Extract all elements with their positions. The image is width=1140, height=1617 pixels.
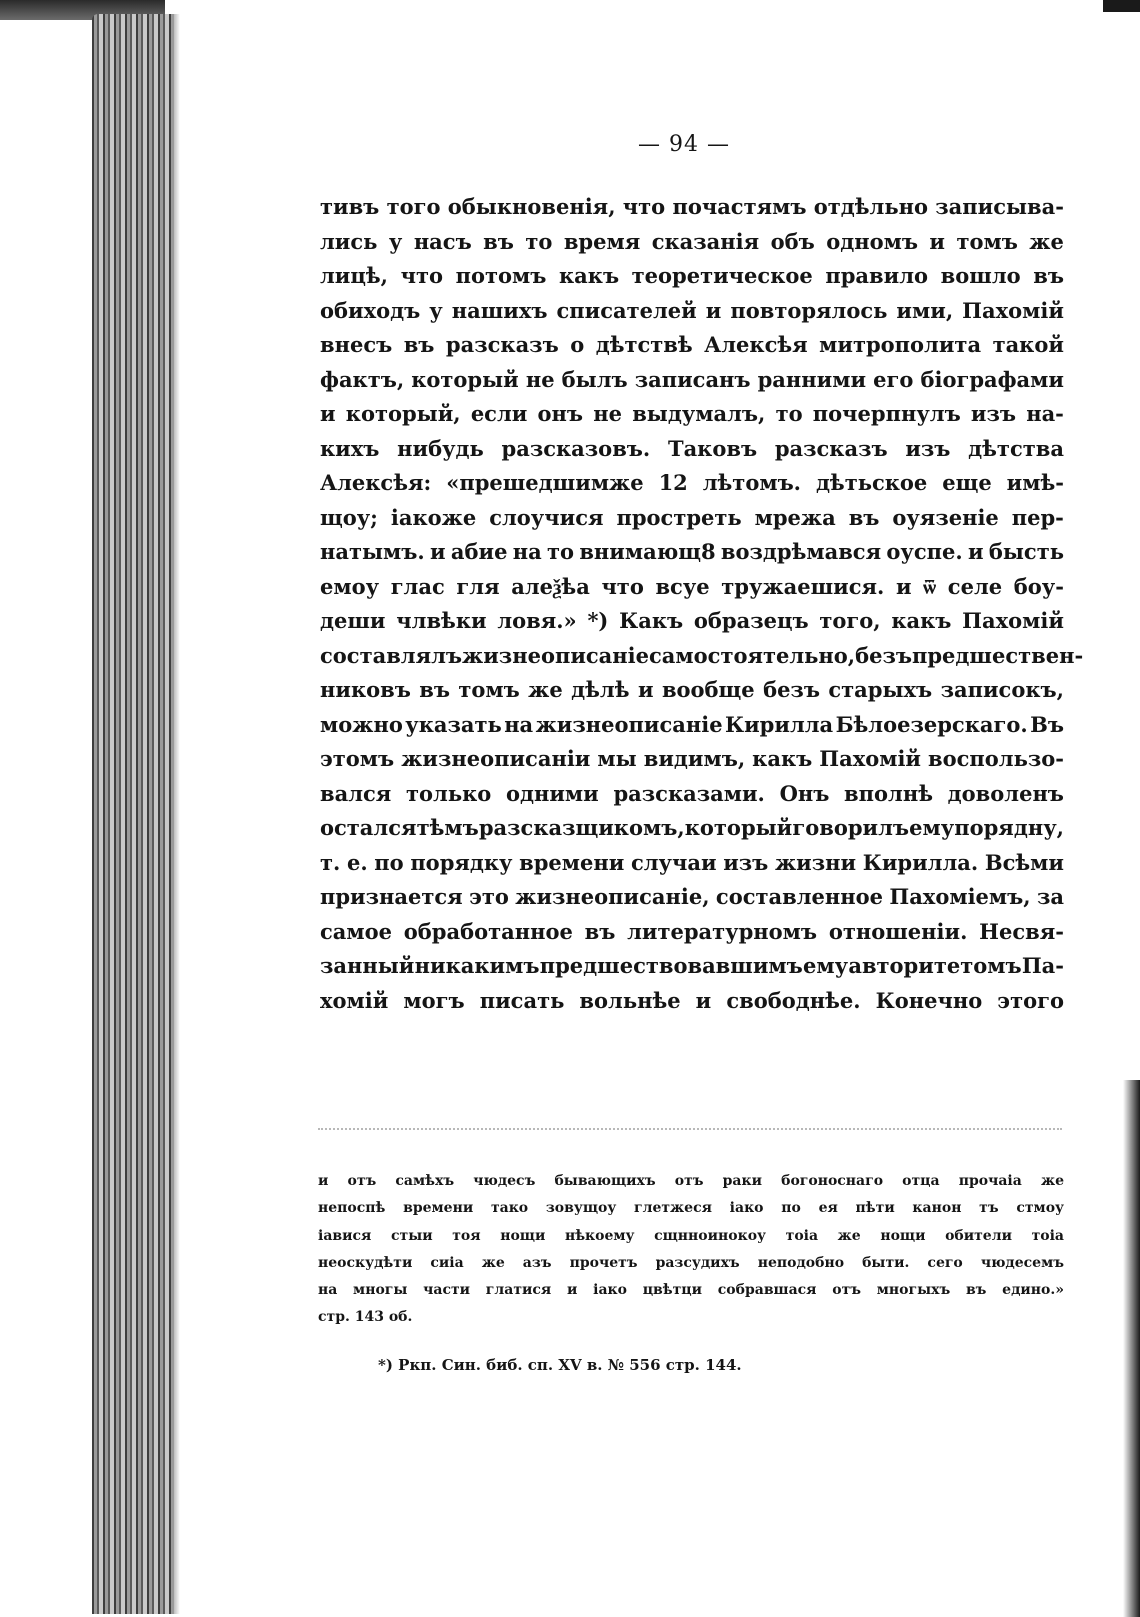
page-number: — 94 — [638,132,730,157]
footnote-line: на многы части глатися и іако цвѣтци собравшася отъ многыхъ въ едино.» [318,1282,1064,1299]
text-line: этомъ жизнеописаніи мы видимъ, какъ Пахомій воспользо- [320,746,1064,771]
text-line: занный никакимъ предшествовавшимъ ему авторитетомъ Па- [320,953,1064,978]
text-line: натымъ. и абие на то внимающ8 воздрѣмався оуспе. и бысть [320,539,1064,564]
text-line: составлялъ жизнеописаніе самостоятельно, безъ предшествен- [320,642,1084,668]
text-line: хомій могъ писать вольнѣе и свободнѣе. Конечно этого [320,987,1064,1013]
text-line: емоу глас гля алеѯѣа что всуе тружаешися. и ѿ селе боу- [320,573,1064,599]
text-line: щоу; іакоже слоучися простреть мрежа въ оуязеніе пер- [320,504,1064,530]
footnote-line: стр. 143 об. [318,1309,413,1326]
text-line: внесъ въ разсказъ о дѣтствѣ Алексѣя митрополита такой [320,332,1064,357]
footnote-reference: *) Ркп. Син. биб. сп. XV в. № 556 стр. 144. [378,1356,742,1374]
main-text-body [320,190,1084,1018]
text-line: вался только одними разсказами. Онъ вполнѣ доволенъ [320,780,1064,806]
scan-corner-mark [1103,0,1140,12]
text-line: Алексѣя: «прешедшимже 12 лѣтомъ. дѣтьское еще имѣ- [320,470,1064,495]
separator-rule [318,1128,1062,1138]
text-line: тивъ того обыкновенія, что почастямъ отдѣльно записыва- [320,194,1064,219]
footnote-line: неоскудѣти сиіа же азъ прочетъ разсудихъ неподобно быти. сего чюдесемъ [318,1254,1064,1271]
footnote-line: непоспѣ времени тако зовущоу глетжеся іако по ея пѣти канон тъ стмоу [318,1200,1064,1217]
text-line: т. е. по порядку времени случаи изъ жизни Кирилла. Всѣми [320,849,1064,875]
footnote-line: и отъ самѣхъ чюдесъ бывающихъ отъ раки богоноснаго отца прочаіа же [318,1173,1064,1189]
text-line: лицѣ, что потомъ какъ теоретическое правило вошло въ [320,263,1064,288]
text-line: и который, если онъ не выдумалъ, то почерпнулъ изъ на- [320,401,1064,426]
text-line: фактъ, который не былъ записанъ ранними его біографами [320,366,1064,392]
text-line: кихъ нибудь разсказовъ. Таковъ разсказъ изъ дѣтства [320,435,1064,461]
footnote-line: іавися стыи тоя нощи нѣкоему сщнноинокоу тоіа же нощи обители тоіа [318,1227,1064,1244]
text-line: лись у насъ въ то время сказанія объ одномъ и томъ же [320,228,1064,254]
page-edge-shadow [1123,1080,1140,1617]
book-spine [92,14,174,1614]
footnote-quote [318,1168,1064,1332]
text-line: самое обработанное въ литературномъ отношеніи. Несвя- [320,918,1064,944]
text-line: деши члвѣки ловя.» *) Какъ образецъ того, какъ Пахомій [320,608,1064,633]
text-line: никовъ въ томъ же дѣлѣ и вообще безъ старыхъ записокъ, [320,677,1064,702]
text-line: обиходъ у нашихъ списателей и повторялось ими, Пахомій [320,297,1064,323]
text-line: можно указать на жизнеописаніе Кирилла Бѣлоезерскаго. Въ [320,711,1064,737]
text-line: признается это жизнеописаніе, составленное Пахоміемъ, за [320,884,1064,909]
spine-shadow [174,14,180,1614]
text-line: остался тѣмъ разсказщикомъ, который говорилъ ему порядну, [320,815,1064,840]
